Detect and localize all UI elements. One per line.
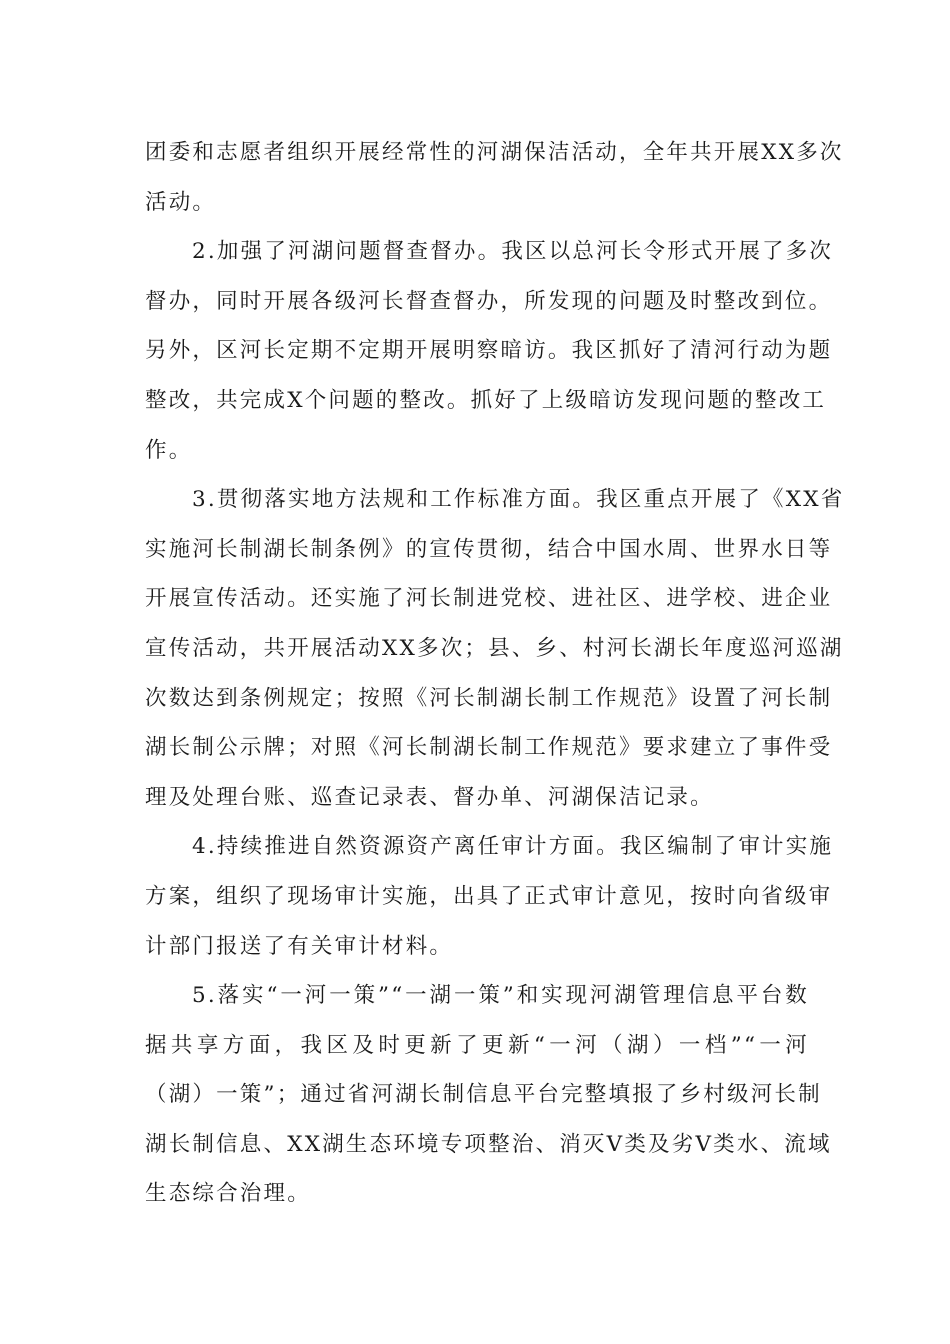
- text-line: （湖）一策”；通过省河湖长制信息平台完整填报了乡村级河长制: [145, 1082, 822, 1108]
- text-line: 湖长制公示牌；对照《河长制湖长制工作规范》要求建立了事件受: [145, 735, 833, 761]
- text-line: 团委和志愿者组织开展经常性的河湖保洁活动，全年共开展XX多次: [145, 140, 844, 165]
- text-line: 生态综合治理。: [145, 1181, 311, 1207]
- text-line: 湖长制信息、XX湖生态环境专项整治、消灭V类及劣V类水、流域: [145, 1131, 832, 1157]
- text-line: 次数达到条例规定；按照《河长制湖长制工作规范》设置了河长制: [145, 685, 833, 711]
- text-line: 另外，区河长定期不定期开展明察暗访。我区抓好了清河行动为题: [145, 338, 833, 364]
- text-line: 2.加强了河湖问题督查督办。我区以总河长令形式开展了多次: [192, 239, 834, 265]
- text-line: 3.贯彻落实地方法规和工作标准方面。我区重点开展了《XX省: [192, 487, 845, 513]
- text-line: 作。: [145, 437, 193, 463]
- text-line: 计部门报送了有关审计材料。: [145, 933, 454, 959]
- text-line: 开展宣传活动。还实施了河长制进党校、进社区、进学校、进企业: [145, 586, 833, 612]
- text-line: 5.落实“一河一策”“一湖一策”和实现河湖管理信息平台数: [192, 983, 809, 1009]
- document-body: [145, 128, 845, 1219]
- text-line: 方案，组织了现场审计实施，出具了正式审计意见，按时向省级审: [145, 883, 833, 909]
- text-line: 理及处理台账、巡查记录表、督办单、河湖保洁记录。: [145, 784, 714, 810]
- text-line: 实施河长制湖长制条例》的宣传贯彻，结合中国水周、世界水日等: [145, 536, 833, 562]
- text-line: 督办，同时开展各级河长督查督办，所发现的问题及时整改到位。: [145, 288, 833, 314]
- text-line: 活动。: [145, 189, 217, 215]
- text-line: 整改，共完成X个问题的整改。抓好了上级暗访发现问题的整改工: [145, 387, 827, 413]
- text-line: 宣传活动，共开展活动XX多次；县、乡、村河长湖长年度巡河巡湖: [145, 635, 844, 661]
- text-line: 据共享方面，我区及时更新了更新“一河（湖）一档”“一河: [145, 1032, 809, 1058]
- text-line: 4.持续推进自然资源资产离任审计方面。我区编制了审计实施: [192, 834, 834, 860]
